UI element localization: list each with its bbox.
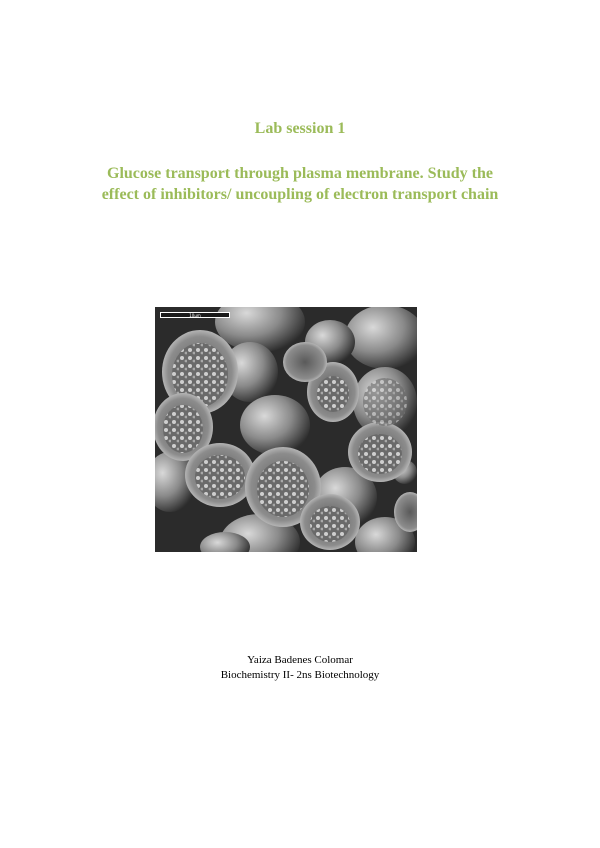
scale-bar-label: 10μm (189, 313, 201, 318)
author-block (0, 653, 600, 683)
document-title: Glucose transport through plasma membrane. Study the effect of inhibitors/ uncoupling of electron transport chain (101, 165, 499, 203)
session-label: Lab session 1 (254, 120, 346, 137)
course-name: Biochemistry II- 2ns Biotechnology (220, 669, 380, 681)
micrograph-image (155, 307, 417, 552)
cover-micrograph (155, 307, 417, 552)
author-name: Yaiza Badenes Colomar (247, 654, 353, 666)
